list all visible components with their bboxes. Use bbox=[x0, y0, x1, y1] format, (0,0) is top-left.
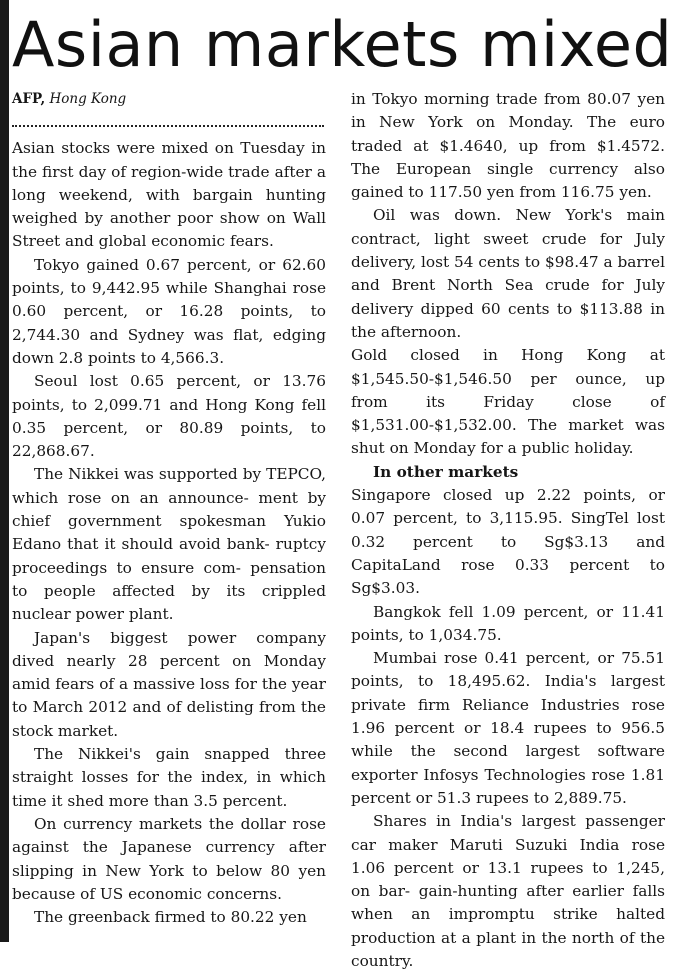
paragraph: Bangkok fell 1.09 percent, or 11.41 points, to 1,034.75. bbox=[351, 602, 665, 644]
paragraph: The Nikkei was supported by TEPCO, which rose on an announce- ment by chief government spokesman Yukio Edano that it should avoid bank- ruptcy proceedings to ensure com- pensation to people affected by its crippled nuclear power plant. bbox=[12, 465, 326, 624]
subheading: In other markets bbox=[373, 462, 519, 481]
dotted-divider bbox=[12, 121, 324, 127]
dateline bbox=[12, 88, 326, 111]
paragraph: in Tokyo morning trade from 80.07 yen in New York on Monday. The euro traded at $1.4640, up from $1.4572. The European single currency also gained to 117.50 yen from 116.75 yen. bbox=[351, 90, 665, 202]
dateline-agency: AFP, bbox=[12, 91, 46, 107]
paragraph: On currency markets the dollar rose against the Japanese currency after slipping in New York to below 80 yen because of US economic concerns. bbox=[12, 814, 326, 903]
paragraph: Japan's biggest power company dived nearly 28 percent on Monday amid fears of a massive loss for the year to March 2012 and of delisting from the stock market. bbox=[12, 628, 326, 740]
headline: Asian markets mixed bbox=[12, 8, 673, 81]
page-edge-shadow bbox=[0, 0, 9, 942]
paragraph: Shares in India's largest passenger car maker Maruti Suzuki India rose 1.06 percent or 13.1 rupees to 1,245, on bar- gain-hunting after earlier falls when an impromptu strike halted production at a plant in the north of the country. bbox=[351, 812, 665, 970]
paragraph: Mumbai rose 0.41 percent, or 75.51 points, to 18,495.62. India's largest private firm Reliance Industries rose 1.96 percent or 18.4 rupees to 956.5 while the second largest software exporter Infosys Technologies rose 1.81 percent or 51.3 rupees to 2,889.75. bbox=[351, 649, 665, 807]
paragraph: Asian stocks were mixed on Tuesday in the first day of region-wide trade after a long weekend, with bargain hunting weighed by another poor show on Wall Street and global economic fears. bbox=[12, 139, 326, 251]
left-column bbox=[12, 88, 326, 929]
paragraph: Gold closed in Hong Kong at $1,545.50-$1,546.50 per ounce, up from its Friday close of $1,531.00-$1,532.00. The market was shut on Monday for a public holiday. bbox=[351, 346, 665, 458]
dateline-place: Hong Kong bbox=[49, 91, 127, 107]
paragraph: Singapore closed up 2.22 points, or 0.07 percent, to 3,115.95. SingTel lost 0.32 percent to Sg$3.13 and CapitaLand rose 0.33 percent to Sg$3.03. bbox=[351, 486, 665, 598]
paragraph: Seoul lost 0.65 percent, or 13.76 points, to 2,099.71 and Hong Kong fell 0.35 percent, or 80.89 points, to 22,868.67. bbox=[12, 372, 326, 461]
right-column bbox=[351, 88, 665, 973]
paragraph: The Nikkei's gain snapped three straight losses for the index, in which time it shed more than 3.5 percent. bbox=[12, 745, 326, 810]
paragraph: The greenback firmed to 80.22 yen bbox=[34, 908, 307, 927]
paragraph: Tokyo gained 0.67 percent, or 62.60 points, to 9,442.95 while Shanghai rose 0.60 percent, or 16.28 points, to 2,744.30 and Sydney was flat, edging down 2.8 points to 4,566.3. bbox=[12, 255, 326, 367]
paragraph: Oil was down. New York's main contract, light sweet crude for July delivery, lost 54 cents to $98.47 a barrel and Brent North Sea crude for July delivery dipped 60 cents to $113.88 in the afternoon. bbox=[351, 206, 665, 341]
